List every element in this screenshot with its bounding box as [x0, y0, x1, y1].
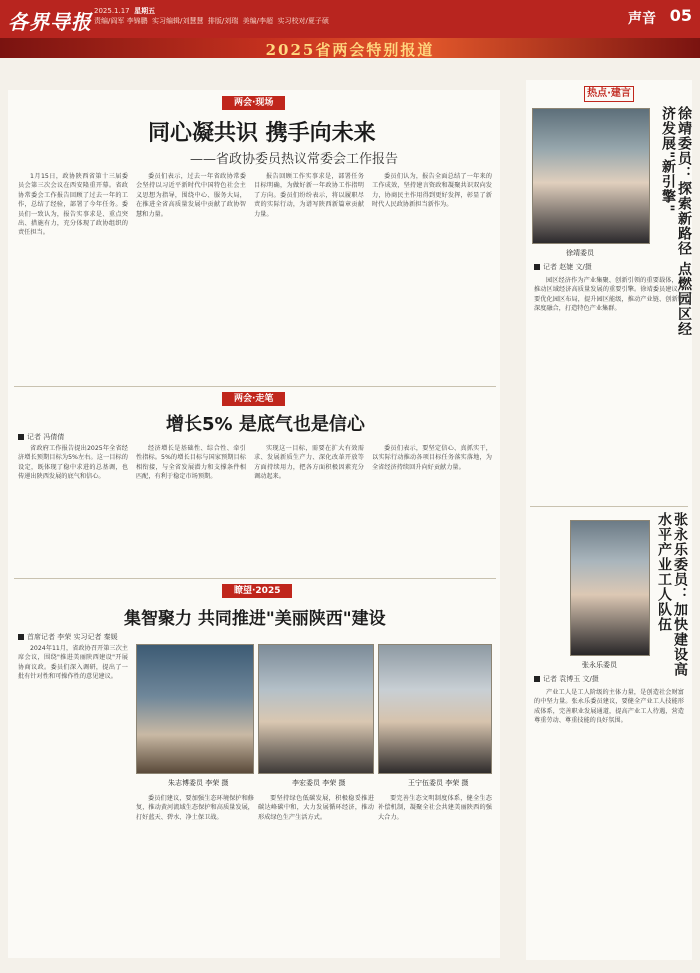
issue-meta — [94, 6, 329, 26]
right1-text: 园区经济作为产业集聚、创新引领的重要载体，是推动区域经济高质量发展的重要引擎。徐靖委员建议，要优化园区布局，提升园区能级，推动产业链、创新链深度融合，打造特色产业集群。 — [534, 277, 684, 313]
right2-title: 张永乐委员：加快建设高水平产业工人队伍 — [656, 512, 688, 677]
article1-text4: 委员们认为，报告全面总结了一年来的工作成效，坚持建言资政和凝聚共识双向发力，协商民主作用得到更好发挥，彰显了新时代人民政协新担当新作为。 — [372, 173, 492, 209]
photo1-credit: 李荣 摄 — [205, 779, 229, 787]
right1-body — [534, 276, 684, 500]
right2-byline-text: 记者 袁博玉 文/摄 — [543, 675, 599, 683]
right2-text: 产业工人是工人阶级的主体力量，是创造社会财富的中坚力量。张永乐委员建议，要健全产业工人技能形成体系，完善职业发展通道，提高产业工人待遇，营造尊重劳动、尊重技能的良好氛围。 — [534, 689, 684, 725]
article1-subhead: ——省政协委员热议常委会工作报告 — [190, 152, 399, 167]
right1-caption: 徐靖委员 — [566, 249, 594, 257]
right-kicker: 热点·建言 — [584, 86, 634, 102]
article1-headline: 同心凝共识 携手向未来 — [148, 121, 376, 146]
article3-text4: 要完善生态文明制度体系，健全生态补偿机制，凝聚全社会共建美丽陕西的强大合力。 — [378, 795, 492, 821]
article1-col4 — [372, 172, 492, 382]
photo2-name: 李宏委员 — [292, 779, 320, 787]
article2-byline-text: 记者 冯倩倩 — [27, 433, 65, 441]
article3-byline — [18, 632, 118, 642]
article2-text4: 委员们表示，要坚定信心、真抓实干，以实际行动推动各项目标任务落实落地，为全省经济持续回升向好贡献力量。 — [372, 445, 492, 471]
divider — [14, 578, 496, 579]
photo1-caption — [168, 778, 228, 788]
right2-byline — [534, 674, 599, 684]
article2-tag: 两会·走笔 — [222, 392, 285, 406]
article2-text3: 实现这一目标，需要在扩大有效需求、发展新质生产力、深化改革开放等方面持续用力，把各方面积极因素充分调动起来。 — [254, 445, 364, 481]
byline-marker — [534, 676, 540, 682]
issue-weekday: 星期五 — [134, 7, 156, 15]
masthead — [0, 0, 700, 38]
article2-headline: 增长5% 是底气也是信心 — [166, 414, 365, 435]
photo3-name: 王宁伍委员 — [408, 779, 443, 787]
article3-tag: 瞭望·2025 — [222, 584, 292, 598]
photo3-credit: 李荣 摄 — [445, 779, 469, 787]
article1-col1 — [18, 172, 128, 382]
article1-col2 — [136, 172, 246, 382]
article2-byline — [18, 432, 64, 442]
photo2-credit: 李荣 摄 — [322, 779, 346, 787]
issue-date: 2025.1.17 — [94, 7, 130, 15]
article1-text3: 报告回顾工作实事求是，部署任务目标明确，为做好新一年政协工作指明了方向。委员们纷纷表示，将以履职尽责的实际行动，为谱写陕西新篇章贡献力量。 — [254, 173, 364, 218]
article2-text1: 省政府工作报告提出2025年全省经济增长预期目标为5%左右。这一目标的设定，既体现了稳中求进的总基调，也传递出陕西发展的底气和信心。 — [18, 445, 128, 481]
divider — [14, 386, 496, 387]
article2-col4 — [372, 444, 492, 572]
page-number: 05 — [669, 6, 692, 25]
right2-body — [534, 688, 684, 950]
photo1-name: 朱志博委员 — [168, 779, 203, 787]
photo2-caption — [292, 778, 345, 788]
article2-col2 — [136, 444, 246, 572]
photo-xu-jing — [532, 108, 650, 244]
article3-headline: 集智聚力 共同推进"美丽陕西"建设 — [124, 609, 386, 629]
proofread-credit: 实习校对/夏子硕 — [277, 17, 329, 25]
right2-caption: 张永乐委员 — [582, 661, 617, 669]
article3-text3: 要坚持绿色低碳发展，积极稳妥推进碳达峰碳中和，大力发展循环经济，推动形成绿色生产生活方式。 — [258, 795, 374, 821]
newspaper-logo: 各界导报 — [8, 10, 92, 34]
article1-text2: 委员们表示，过去一年省政协常委会坚持以习近平新时代中国特色社会主义思想为指导，围绕中心、服务大局，在推进全省高质量发展中贡献了政协智慧和力量。 — [136, 173, 246, 218]
section-name: 声音 — [628, 11, 656, 27]
editor-credit: 责编/阎军 李锦鹏 — [94, 17, 148, 25]
special-banner: 2025省两会特别报道 — [265, 41, 435, 59]
art-credit: 美编/李超 — [242, 17, 274, 25]
intern-editor-credit: 实习编辑/刘慧慧 — [152, 17, 204, 25]
article2-col3 — [254, 444, 364, 572]
right1-byline-text: 记者 赵婕 文/摄 — [543, 263, 592, 271]
byline-marker — [534, 264, 540, 270]
byline-marker — [18, 634, 24, 640]
layout-credit: 排版/刘瑞 — [207, 17, 239, 25]
article2-col1 — [18, 444, 128, 572]
divider — [530, 506, 688, 507]
article3-col3 — [258, 794, 374, 950]
article1-tag: 两会·现场 — [222, 96, 285, 110]
article3-col1 — [18, 644, 128, 950]
photo-zhang-yongle — [570, 520, 650, 656]
photo-delegate-3 — [378, 644, 492, 774]
byline-marker — [18, 434, 24, 440]
article3-text2: 委员们建议，要加强生态环境保护和修复，推动黄河流域生态保护和高质量发展，打好蓝天、碧水、净土保卫战。 — [136, 795, 254, 821]
article3-text1: 2024年11月，省政协召开第三次主席会议，围绕"推进美丽陕西建设"开展协商议政。委员们深入调研，提出了一批有针对性和可操作性的意见建议。 — [18, 645, 128, 681]
photo-delegate-2 — [258, 644, 374, 774]
article1-col3 — [254, 172, 364, 382]
photo-delegate-1 — [136, 644, 254, 774]
article3-byline-text: 首席记者 李荣 实习记者 秦媛 — [27, 633, 118, 641]
article1-text1: 1月15日，政协陕西省第十三届委员会第三次会议在西安隆重开幕。省政协常委会工作报告回顾了过去一年的工作，总结了经验，部署了今年任务。委员们一致认为，报告实事求是、重点突出、措施有力，充分体现了政协组织的责任担当。 — [18, 173, 128, 237]
article3-col4 — [378, 794, 492, 950]
right1-title: 徐靖委员：探索新路径 点燃园区经济发展"新引擎" — [660, 106, 692, 337]
right1-byline — [534, 262, 592, 272]
photo3-caption — [408, 778, 468, 788]
article3-col2 — [136, 794, 254, 950]
article2-text2: 经济增长是基础性、综合性、牵引性指标。5%的增长目标与国家预期目标相衔接，与全省发展潜力和支撑条件相匹配，有利于稳定市场预期。 — [136, 445, 246, 481]
